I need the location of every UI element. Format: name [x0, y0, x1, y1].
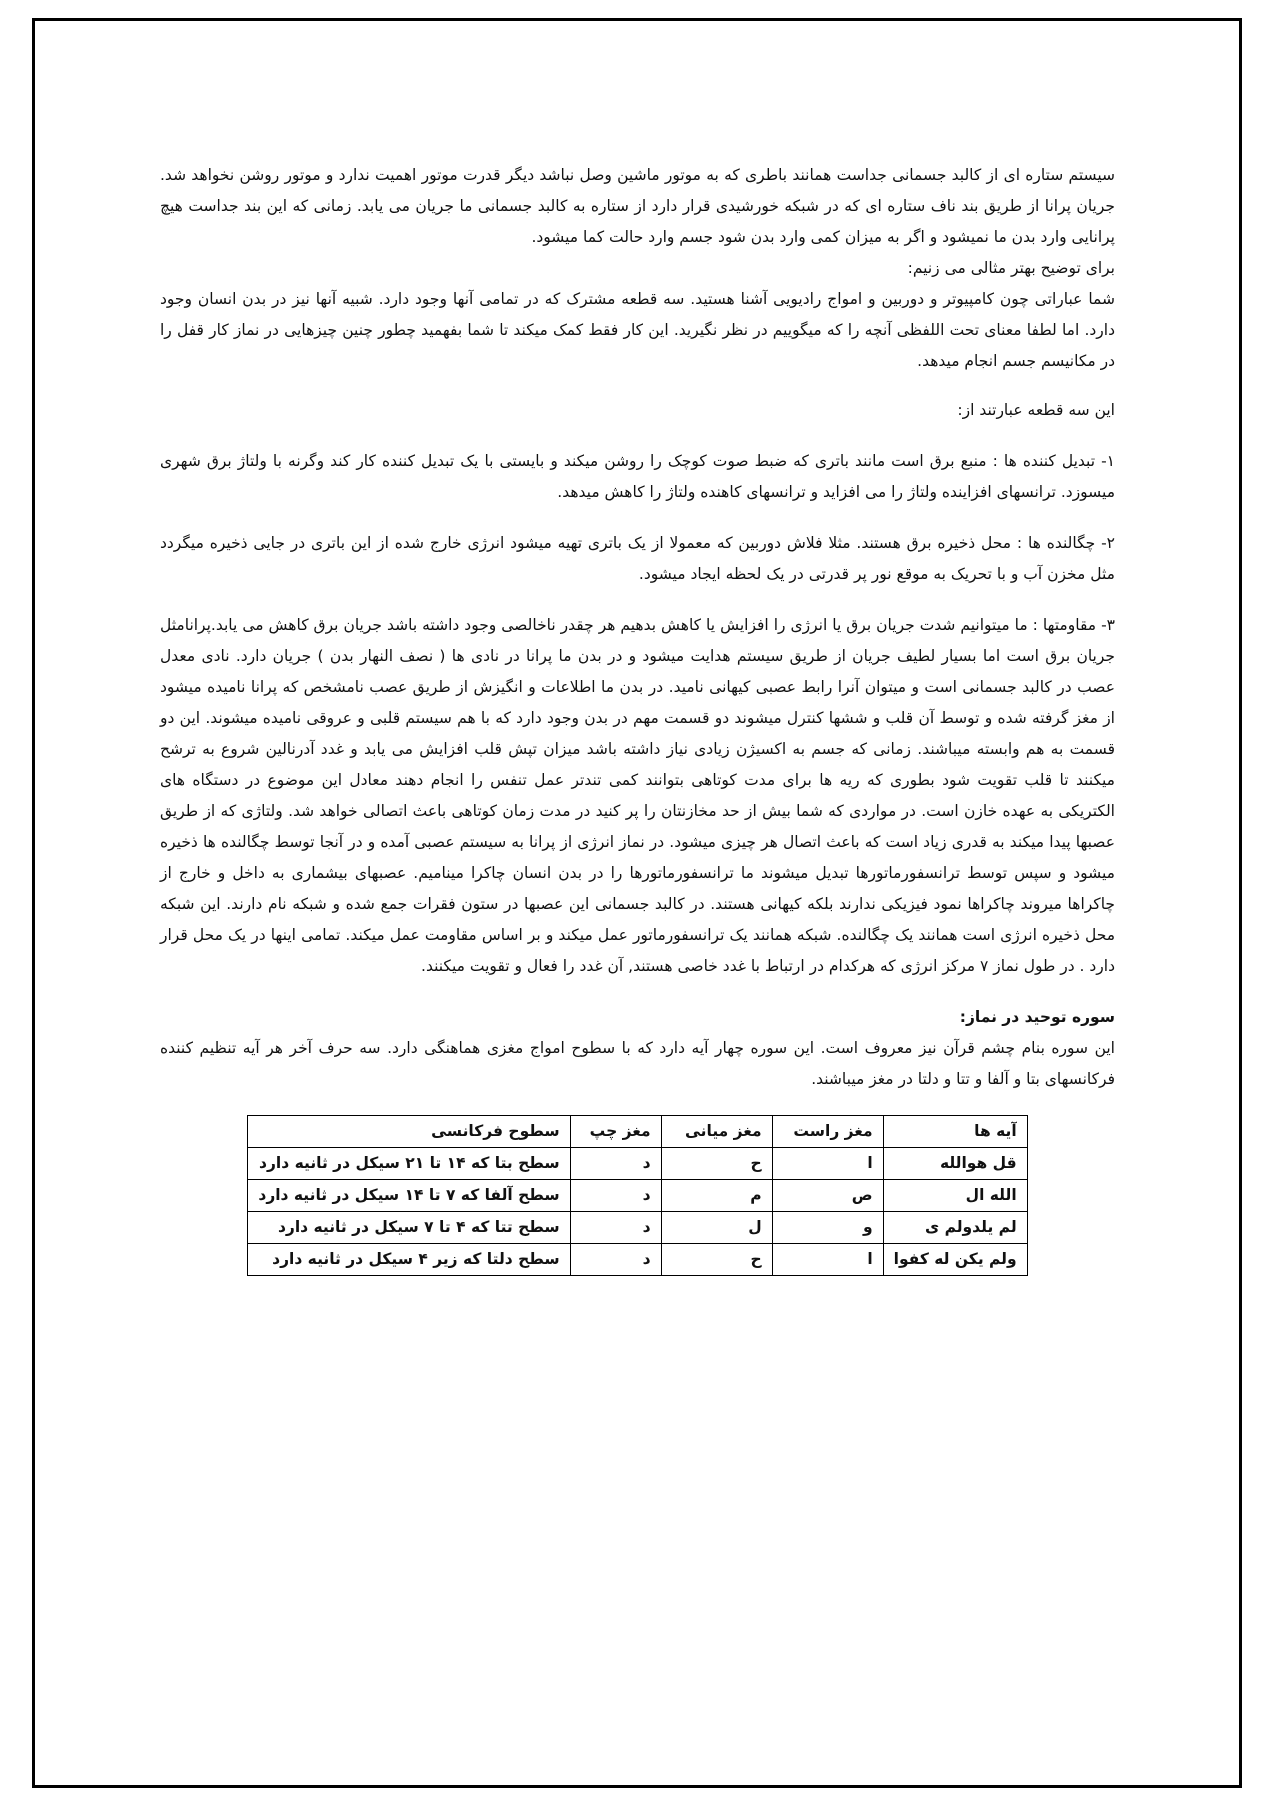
cell-middle-brain: ل: [661, 1212, 772, 1244]
document-body: [160, 160, 1115, 1276]
paragraph-list-intro: این سه قطعه عبارتند از:: [957, 401, 1115, 419]
paragraph-surah: این سوره بنام چشم قرآن نیز معروف است. این سوره چهار آیه دارد که با سطوح امواج مغزی هماهنگی دارد. سه حرف آخر هر آیه تنظیم کننده فرکانسهای بتا و آلفا و تتا و دلتا در مغز میباشند.: [160, 1039, 1115, 1088]
cell-frequency-level: سطح بتا که ۱۴ تا ۲۱ سیکل در ثانیه دارد: [248, 1148, 570, 1180]
paragraph-item-1: ۱- تبدیل کننده ها : منبع برق است مانند باتری که ضبط صوت کوچک را روشن میکند و بایستی با یک تبدیل کننده کار کند وگرنه با ولتاژ برق شهری میسوزد. ترانسهای افزاینده ولتاژ را می افزاید و ترانسهای کاهنده ولتاژ را کاهش میدهد.: [160, 452, 1115, 501]
cell-middle-brain: م: [661, 1180, 772, 1212]
table-row: [248, 1212, 1027, 1244]
cell-ayah: لم یلدولم ی: [883, 1212, 1027, 1244]
cell-left-brain: د: [570, 1244, 661, 1276]
table-row: [248, 1148, 1027, 1180]
cell-frequency-level: سطح تتا که ۴ تا ۷ سیکل در ثانیه دارد: [248, 1212, 570, 1244]
header-middle-brain: مغز میانی: [661, 1116, 772, 1148]
cell-right-brain: ص: [772, 1180, 883, 1212]
cell-left-brain: د: [570, 1212, 661, 1244]
paragraph-components: شما عباراتی چون کامپیوتر و دوربین و امواج رادیویی آشنا هستید. سه قطعه مشترک که در تمامی آنها وجود دارد. شبیه آنها نیز در بدن انسان وجود دارد. اما لطفا معنای تحت اللفظی آنچه را که میگوییم در نظر نگیرید. این کار فقط کمک میکند تا شما بفهمید چطور چنین چیزهایی در نماز کار قفل را در مکانیسم جسم انجام میدهد.: [160, 290, 1115, 370]
cell-ayah: ولم یکن له کفوا: [883, 1244, 1027, 1276]
section-heading: سوره توحید در نماز:: [959, 1008, 1115, 1026]
cell-frequency-level: سطح آلفا که ۷ تا ۱۴ سیکل در ثانیه دارد: [248, 1180, 570, 1212]
frequency-table: [247, 1115, 1027, 1276]
header-ayah: آیه ها: [883, 1116, 1027, 1148]
table-header-row: [248, 1116, 1027, 1148]
cell-middle-brain: ح: [661, 1148, 772, 1180]
paragraph-item-3: ۳- مقاومتها : ما میتوانیم شدت جریان برق یا انرژی را افزایش یا کاهش بدهیم هر چقدر ناخالصی وجود داشته باشد جریان برق کاهش می یابد.پرانامثل جریان برق است اما بسیار لطیف جریان از طریق سیستم هدایت میشود و در بدن ما پرانا در نادی ها ( نصف النهار بدن ) جریان دارد. نادی معدل عصب در کالبد جسمانی است و میتوان آنرا رابط عصبی کیهانی نامید. در بدن ما اطلاعات و انگیزش از طریق عصب نامشخص که پرانا نامیده میشود از مغز گرفته شده و توسط آن قلب و ششها کنترل میشوند دو قسمت مهم در بدن وجود دارد که با هم سیستم قلبی و عروقی نامیده میشوند. این دو قسمت به هم وابسته میباشند. زمانی که جسم به اکسیژن زیادی نیاز داشته باشد میزان تپش قلب افزایش می یابد و غدد آدرنالین شروع به ترشح میکنند تا قلب تقویت شود بطوری که ریه ها برای مدت کوتاهی بتوانند کمی تندتر عمل تنفس را انجام دهند معادل این موضوع در دستگاه های الکتریکی به عهده خازن است. در مواردی که شما بیش از حد مخازنتان را پر کنید در مدت زمان کوتاهی باعث اتصالی خواهد شد. ولتاژی که از طریق عصبها پیدا میکند به قدری زیاد است که باعث اتصال هر چیزی میشود. در نماز انرژی از پرانا به سیستم عصبی آمده و در آنجا توسط چگالنده ها ذخیره میشود و سپس توسط ترانسفورماتورها تبدیل میشوند ما ترانسفورماتورها را در بدن انسان چاکرا مینامیم. عصبهای بیشماری به داخل و خارج از چاکراها میروند چاکراها نمود فیزیکی ندارند بلکه کیهانی هستند. در کالبد جسمانی این عصبها در ستون فقرات جمع شده و شبکه نام دارند. این شبکه محل ذخیره انرژی است همانند یک چگالنده. شبکه همانند یک ترانسفورماتور عمل میکند و بر اساس مقاومت عمل میکند. تمامی اینها در یک محل قرار دارد . در طول نماز ۷ مرکز انرژی که هرکدام در ارتباط با غدد خاصی هستند, آن غدد را فعال و تقویت میکنند.: [160, 616, 1115, 975]
cell-left-brain: د: [570, 1148, 661, 1180]
table-row: [248, 1244, 1027, 1276]
cell-right-brain: و: [772, 1212, 883, 1244]
cell-ayah: قل هوالله: [883, 1148, 1027, 1180]
header-right-brain: مغز راست: [772, 1116, 883, 1148]
paragraph-intro: سیستم ستاره ای از کالبد جسمانی جداست همانند باطری که به موتور ماشین وصل نباشد دیگر قدرت موتور اهمیت ندارد و موتور روشن نخواهد شد. جریان پرانا از طریق بند ناف ستاره ای که در شبکه خورشیدی قرار دارد از ستاره به کالبد جسمانی ما جریان می یابد. زمانی که این بند جداست هیچ پرانایی وارد بدن ما نمیشود و اگر به میزان کمی وارد بدن شود جسم وارد حالت کما میشود.: [160, 166, 1115, 246]
header-left-brain: مغز چپ: [570, 1116, 661, 1148]
cell-middle-brain: ح: [661, 1244, 772, 1276]
cell-ayah: الله ال: [883, 1180, 1027, 1212]
cell-left-brain: د: [570, 1180, 661, 1212]
table-row: [248, 1180, 1027, 1212]
cell-right-brain: ا: [772, 1244, 883, 1276]
paragraph-item-2: ۲- چگالنده ها : محل ذخیره برق هستند. مثلا فلاش دوربین که معمولا از یک باتری تهیه میشود انرژی خارج شده از این باتری در جایی ذخیره میگردد مثل مخزن آب و با تحریک به موقع نور پر قدرتی در یک لحظه ایجاد میشود.: [160, 534, 1115, 583]
paragraph-example-lead: برای توضیح بهتر مثالی می زنیم:: [907, 259, 1115, 277]
header-frequency-levels: سطوح فرکانسی: [248, 1116, 570, 1148]
cell-frequency-level: سطح دلتا که زیر ۴ سیکل در ثانیه دارد: [248, 1244, 570, 1276]
cell-right-brain: ا: [772, 1148, 883, 1180]
